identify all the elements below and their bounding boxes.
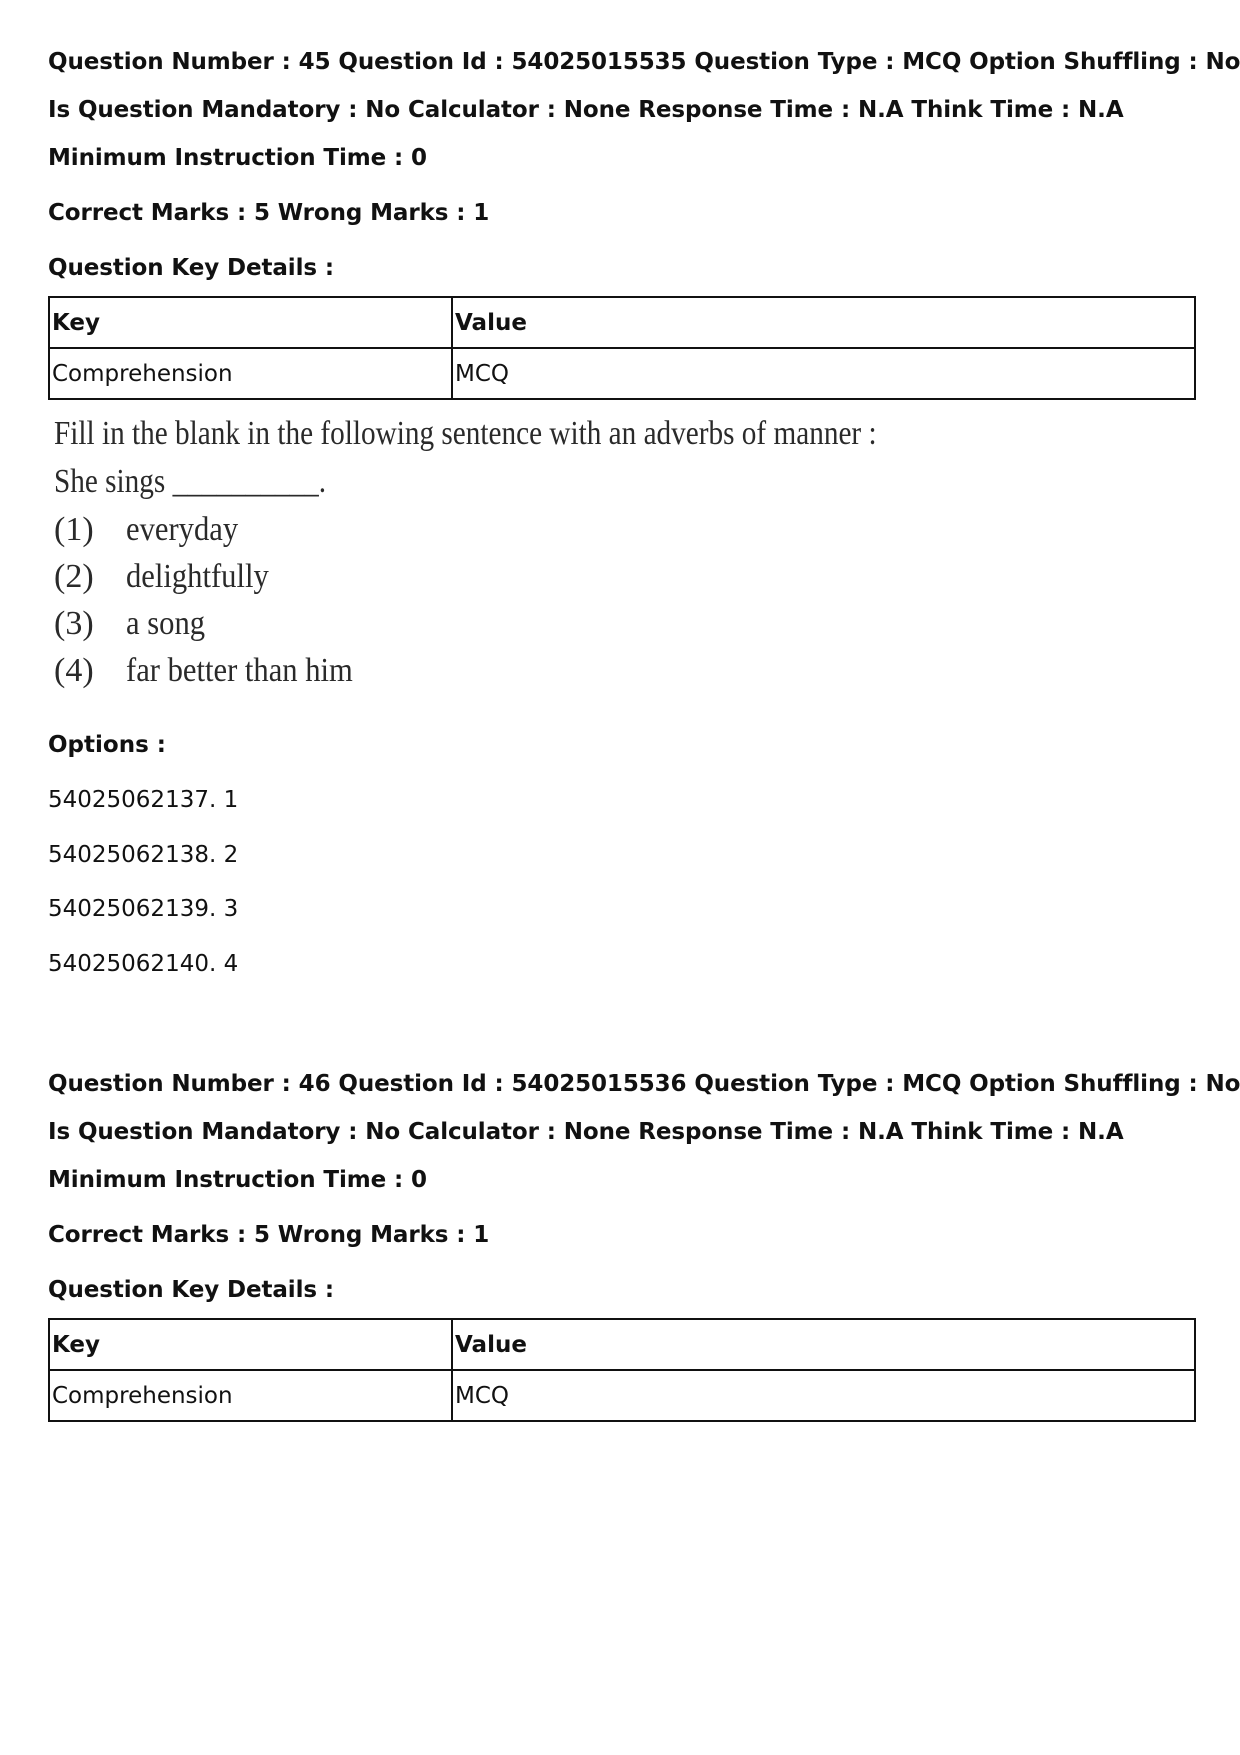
- table-header-key: Key: [49, 1319, 452, 1370]
- q45-meta-line-2: Is Question Mandatory : No Calculator : None Response Time : N.A Think Time : N.A: [48, 97, 1124, 123]
- q46-meta-line-3: Minimum Instruction Time : 0: [48, 1167, 427, 1193]
- choice-number: (4): [54, 652, 94, 689]
- options-label: Options :: [48, 732, 166, 758]
- q46-marks: Correct Marks : 5 Wrong Marks : 1: [48, 1222, 490, 1248]
- question-choice: [54, 651, 378, 691]
- q46-meta-line-2: Is Question Mandatory : No Calculator : None Response Time : N.A Think Time : N.A: [48, 1119, 1124, 1145]
- option-row: 54025062140. 4: [48, 951, 239, 977]
- table-row: [49, 1370, 1195, 1421]
- q45-key-details-label: Question Key Details :: [48, 255, 334, 281]
- choice-text: everyday: [126, 511, 239, 548]
- table-row: [49, 348, 1195, 399]
- question-sentence: She sings __________.: [54, 463, 327, 500]
- q45-key-details-table: [48, 296, 1196, 400]
- q45-meta-line-1: Question Number : 45 Question Id : 54025015535 Question Type : MCQ Option Shuffling : No: [48, 49, 1240, 75]
- q45-marks: Correct Marks : 5 Wrong Marks : 1: [48, 200, 490, 226]
- question-choice: [54, 604, 214, 644]
- table-cell-key: Comprehension: [49, 348, 452, 399]
- option-row: 54025062138. 2: [48, 842, 239, 868]
- question-image: [54, 414, 954, 704]
- choice-number: (2): [54, 558, 94, 595]
- table-header-value: Value: [452, 1319, 1195, 1370]
- choice-number: (3): [54, 605, 94, 642]
- q45-meta-line-3: Minimum Instruction Time : 0: [48, 145, 427, 171]
- table-header-value: Value: [452, 297, 1195, 348]
- option-row: 54025062139. 3: [48, 896, 239, 922]
- choice-number: (1): [54, 511, 94, 548]
- question-choice: [54, 510, 251, 550]
- q46-meta-line-1: Question Number : 46 Question Id : 54025015536 Question Type : MCQ Option Shuffling : No: [48, 1071, 1240, 1097]
- table-header-row: [49, 297, 1195, 348]
- q46-key-details-table: [48, 1318, 1196, 1422]
- table-cell-value: MCQ: [452, 1370, 1195, 1421]
- table-cell-key: Comprehension: [49, 1370, 452, 1421]
- question-choice: [54, 557, 285, 597]
- choice-text: a song: [126, 605, 206, 642]
- q46-key-details-label: Question Key Details :: [48, 1277, 334, 1303]
- table-cell-value: MCQ: [452, 348, 1195, 399]
- table-header-row: [49, 1319, 1195, 1370]
- choice-text: far better than him: [126, 652, 353, 689]
- option-row: 54025062137. 1: [48, 787, 239, 813]
- question-prompt: Fill in the blank in the following sentence with an adverbs of manner :: [54, 415, 877, 452]
- choice-text: delightfully: [126, 558, 269, 595]
- table-header-key: Key: [49, 297, 452, 348]
